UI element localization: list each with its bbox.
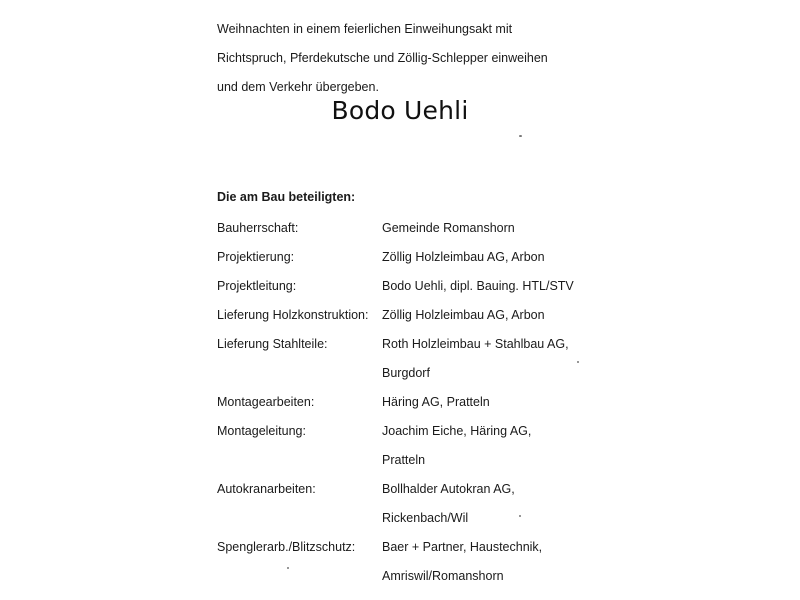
intro-line: Richtspruch, Pferdekutsche und Zöllig-Schlepper einweihen bbox=[217, 51, 548, 65]
participant-row bbox=[217, 562, 777, 591]
intro-paragraph bbox=[217, 15, 777, 102]
participant-row bbox=[217, 330, 777, 359]
scan-speck bbox=[287, 567, 289, 569]
scan-speck bbox=[577, 361, 579, 363]
participant-row bbox=[217, 301, 777, 330]
participant-company: Gemeinde Romanshorn bbox=[382, 221, 515, 235]
scan-speck bbox=[519, 515, 521, 517]
participant-company: Baer + Partner, Haustechnik, bbox=[382, 540, 543, 554]
participant-row bbox=[217, 359, 777, 388]
participant-company: Joachim Eiche, Häring AG, bbox=[382, 424, 532, 438]
participant-row bbox=[217, 446, 777, 475]
participant-company: Roth Holzleimbau + Stahlbau AG, bbox=[382, 337, 569, 351]
participant-row bbox=[217, 417, 777, 446]
intro-line: und dem Verkehr übergeben. bbox=[217, 80, 379, 94]
participant-company: Bollhalder Autokran AG, bbox=[382, 482, 515, 496]
author-name: Bodo Uehli bbox=[331, 96, 469, 125]
section-title: Die am Bau beteiligten: bbox=[217, 190, 356, 204]
scan-speck bbox=[519, 135, 522, 137]
participant-row bbox=[217, 388, 777, 417]
participant-row bbox=[217, 504, 777, 533]
participant-company: Amriswil/Romanshorn bbox=[382, 569, 504, 583]
participant-company: Bodo Uehli, dipl. Bauing. HTL/STV bbox=[382, 279, 574, 293]
participant-role: Projektleitung: bbox=[217, 279, 297, 293]
participant-role: Montageleitung: bbox=[217, 424, 306, 438]
participant-row bbox=[217, 214, 777, 243]
participant-row bbox=[217, 533, 777, 562]
participant-row bbox=[217, 475, 777, 504]
participant-role: Spenglerarb./Blitzschutz: bbox=[217, 540, 356, 554]
participant-role: Lieferung Holzkonstruktion: bbox=[217, 308, 369, 322]
participant-company: Burgdorf bbox=[382, 366, 430, 380]
participant-company: Rickenbach/Wil bbox=[382, 511, 469, 525]
participant-role: Autokranarbeiten: bbox=[217, 482, 316, 496]
participants-list bbox=[217, 214, 777, 591]
participant-company: Zöllig Holzleimbau AG, Arbon bbox=[382, 308, 545, 322]
intro-line: Weihnachten in einem feierlichen Einweihungsakt mit bbox=[217, 22, 513, 36]
participant-company: Zöllig Holzleimbau AG, Arbon bbox=[382, 250, 545, 264]
participant-role: Lieferung Stahlteile: bbox=[217, 337, 328, 351]
participant-role: Projektierung: bbox=[217, 250, 295, 264]
participant-row bbox=[217, 272, 777, 301]
participant-company: Häring AG, Pratteln bbox=[382, 395, 490, 409]
participant-role: Montagearbeiten: bbox=[217, 395, 315, 409]
participant-row bbox=[217, 243, 777, 272]
participant-role: Bauherrschaft: bbox=[217, 221, 299, 235]
participant-company: Pratteln bbox=[382, 453, 426, 467]
